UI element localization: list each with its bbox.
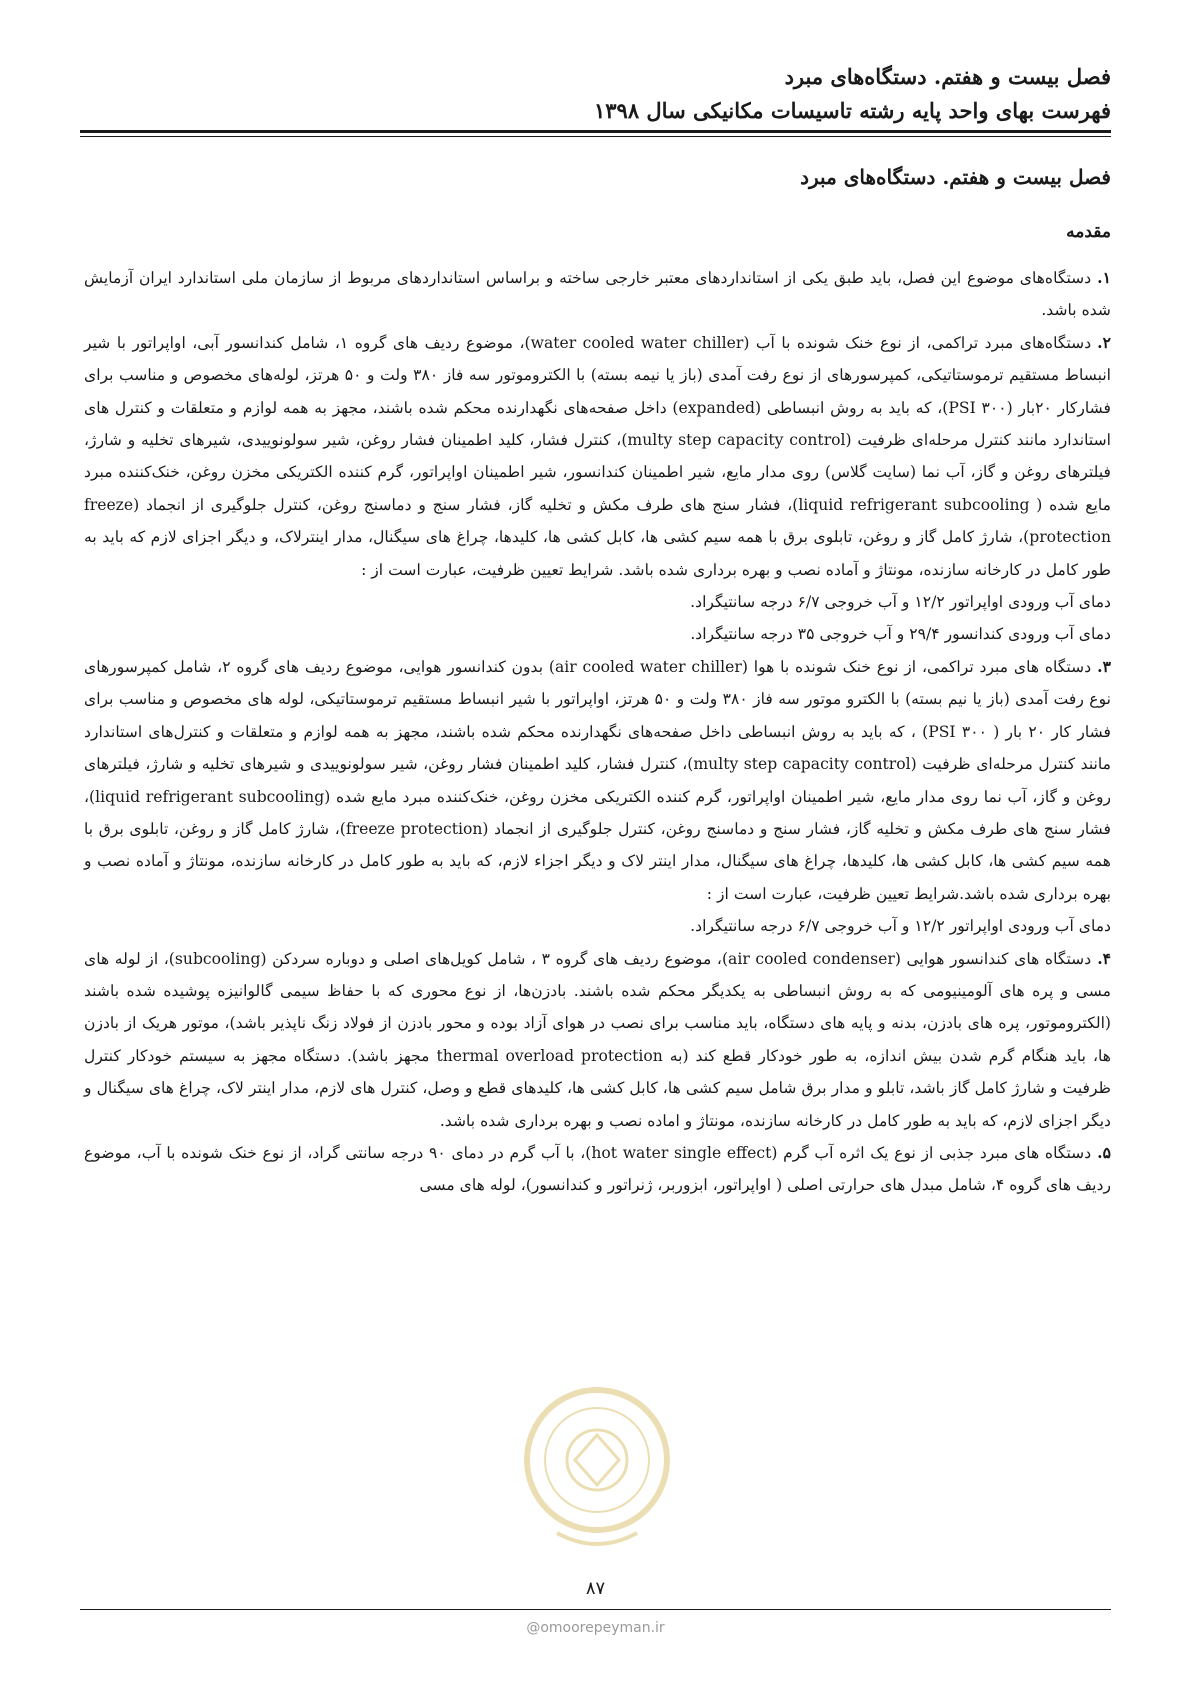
condition-line: دمای آب ورودی اواپراتور ۱۲/۲ و آب خروجی ۶/۷ درجه سانتیگراد. xyxy=(690,917,1111,936)
site-watermark-text: @omoorepeyman.ir xyxy=(526,1620,665,1636)
paragraph-4 xyxy=(84,943,1111,1137)
header-rule-thin xyxy=(80,136,1111,137)
footer-rule xyxy=(80,1609,1111,1610)
running-header xyxy=(80,60,1111,128)
header-chapter-name: فصل بیست و هفتم. دستگاه‌های مبرد xyxy=(784,64,1111,89)
paragraph-number: ۱. xyxy=(1097,268,1111,287)
paragraph-text: دستگاه‌های مبرد تراکمی، از نوع خنک شونده با آب (water cooled water chiller)، موضوع ردیف های گروه ۱، شامل کندانسور آبی، اواپراتور با شیر انبساط مستقیم ترموستاتیکی، کمپرسورهای از نوع رفت آمدی (باز یا نیمه بسته) با الکتروموتور سه فاز ۳۸۰ ولت و ۵۰ هرتز، لوله‌های مخصوص و مناسب برای فشارکار ۲۰بار (۳۰۰ PSI)، که باید به روش انبساطی (expanded) داخل صفحه‌های نگهدارنده محکم شده باشند، مجهز به همه لوازم و متعلقات و کنترل های استاندارد مانند کنترل مرحله‌ای ظرفیت (multy step capacity control)، کنترل فشار، کلید اطمینان فشار روغن، شیر سولونوییدی، شیرهای تخلیه و شارژ، فیلترهای روغن و گاز، آب نما (سایت گلاس) روی مدار مایع، شیر اطمینان کندانسور، شیر اطمینان اواپراتور، گرم کننده الکتریکی مخزن روغن، خنک‌کننده مبرد مایع شده ( liquid refrigerant subcooling)، فشار سنج های طرف مکش و تخلیه گاز، فشار سنج و دماسنج روغن، کنترل جلوگیری از انجماد (freeze protection)، شارژ کامل گاز و روغن، تابلوی برق با همه سیم کشی ها، کابل کشی ها، کلیدها، چراغ های سیگنال، مدار اینترلاک، و دیگر اجزای لازم که باید به طور کامل در کارخانه سازنده، مونتاژ و آماده نصب و بهره برداری شده باشد. شرایط تعیین ظرفیت، عبارت است از : xyxy=(84,333,1111,579)
condition-line: دمای آب ورودی کندانسور ۲۹/۴ و آب خروجی ۳۵ درجه سانتیگراد. xyxy=(690,625,1111,644)
paragraph-text: دستگاه های مبرد تراکمی، از نوع خنک شونده با هوا (air cooled water chiller) بدون کندانسور هوایی، موضوع ردیف های گروه ۲، شامل کمپرسورهای نوع رفت آمدی (باز یا نیم بسته) با الکترو موتور سه فاز ۳۸۰ ولت و ۵۰ هرتز، اواپراتور با شیر انبساط مستقیم ترموستاتیکی، لوله های مخصوص و مناسب برای فشار کار ۲۰ بار ( ۳۰۰ PSI) ، که باید به روش انبساطی داخل صفحه‌های نگهدارنده محکم شده باشند، مجهز به همه لوازم و متعلقات و کنترل‌های استاندارد مانند کنترل مرحله‌ای ظرفیت (multy step capacity control)، کنترل فشار، کلید اطمینان فشار روغن، شیر سولونوییدی و شیرهای تخلیه و شارژ، فیلترهای روغن و گاز، آب نما روی مدار مایع، شیر اطمینان اواپراتور، گرم کننده الکتریکی مخزن روغن، خنک‌کننده مبرد مایع شده (liquid refrigerant subcooling)، فشار سنج های طرف مکش و تخلیه گاز، فشار سنج و دماسنج روغن، کنترل جلوگیری از انجماد (freeze protection)، شارژ کامل گاز و روغن، تابلوی برق با همه سیم کشی ها، کابل کشی ها، کلیدها، چراغ های سیگنال، مدار اینتر لاک و دیگر اجزاء لازم، که باید به طور کامل در کارخانه سازنده، مونتاژ و آماده نصب و بهره برداری شده باشد.شرایط تعیین ظرفیت، عبارت است از : xyxy=(84,657,1112,903)
paragraph-text: دستگاه های مبرد جذبی از نوع یک اثره آب گرم (hot water single effect)، با آب گرم در دمای ۹۰ درجه سانتی گراد، از نوع خنک شونده با آب، موضوع ردیف های گروه ۴، شامل مبدل های حرارتی اصلی ( اواپراتور، ابزوربر، ژنراتور و کندانسور)، لوله های مسی xyxy=(84,1143,1111,1195)
paragraph-number: ۳. xyxy=(1097,656,1111,676)
seal-watermark-icon xyxy=(515,1365,680,1565)
condition-line: دمای آب ورودی اواپراتور ۱۲/۲ و آب خروجی ۶/۷ درجه سانتیگراد. xyxy=(690,593,1111,612)
paragraph-text: دستگاه های کندانسور هوایی (air cooled condenser)، موضوع ردیف های گروه ۳ ، شامل کویل‌های اصلی و دوباره سردکن (subcooling)، از لوله های مسی و پره های آلومینیومی که به روش انبساطی به یکدیگر محکم شده باشند. بادزن‌ها، از نوع محوری که با حفاظ سیمی گالوانیزه پوشیده شده باشند (الکتروموتور، پره های بادزن، بدنه و پایه های دستگاه، باید مناسب برای نصب در هوای آزاد بوده و محور بادزن از فولاد زنگ ناپذیر باشد)، موتور هریک از بادزن ها، باید هنگام گرم شدن بیش اندازه، به طور خودکار قطع کند (به thermal overload protection مجهز باشد). دستگاه مجهز به سیستم خودکار کنترل ظرفیت و شارژ کامل گاز باشد، تابلو و مدار برق شامل سیم کشی ها، کابل کشی ها، کلیدهای قطع و وصل، کنترل های لازم، مدار اینتر لاک، چراغ های سیگنال و دیگر اجزای لازم، که باید به طور کامل در کارخانه سازنده، مونتاژ و اماده نصب و بهره برداری شده باشد. xyxy=(84,949,1111,1130)
header-book-title: فهرست بهای واحد پایه رشته تاسیسات مکانیکی سال ۱۳۹۸ xyxy=(593,98,1111,123)
page-number: ۸۷ xyxy=(585,1578,606,1599)
paragraph-2 xyxy=(84,327,1111,651)
header-rule-thick xyxy=(80,130,1111,133)
paragraph-text: دستگاه‌های موضوع این فصل، باید طبق یکی از استانداردهای معتبر خارجی ساخته و براساس استانداردهای مربوط از سازمان ملی استاندارد ایران آزمایش شده باشد. xyxy=(84,269,1111,320)
body-text xyxy=(84,262,1111,1202)
paragraph-1 xyxy=(84,262,1111,327)
paragraph-5 xyxy=(84,1137,1111,1202)
paragraph-3 xyxy=(84,651,1111,943)
paragraph-number: ۴. xyxy=(1097,948,1112,968)
paragraph-number: ۲. xyxy=(1097,332,1111,352)
intro-heading: مقدمه xyxy=(1066,222,1111,242)
chapter-title: فصل بیست و هفتم. دستگاه‌های مبرد xyxy=(800,165,1111,189)
paragraph-number: ۵. xyxy=(1097,1142,1111,1162)
